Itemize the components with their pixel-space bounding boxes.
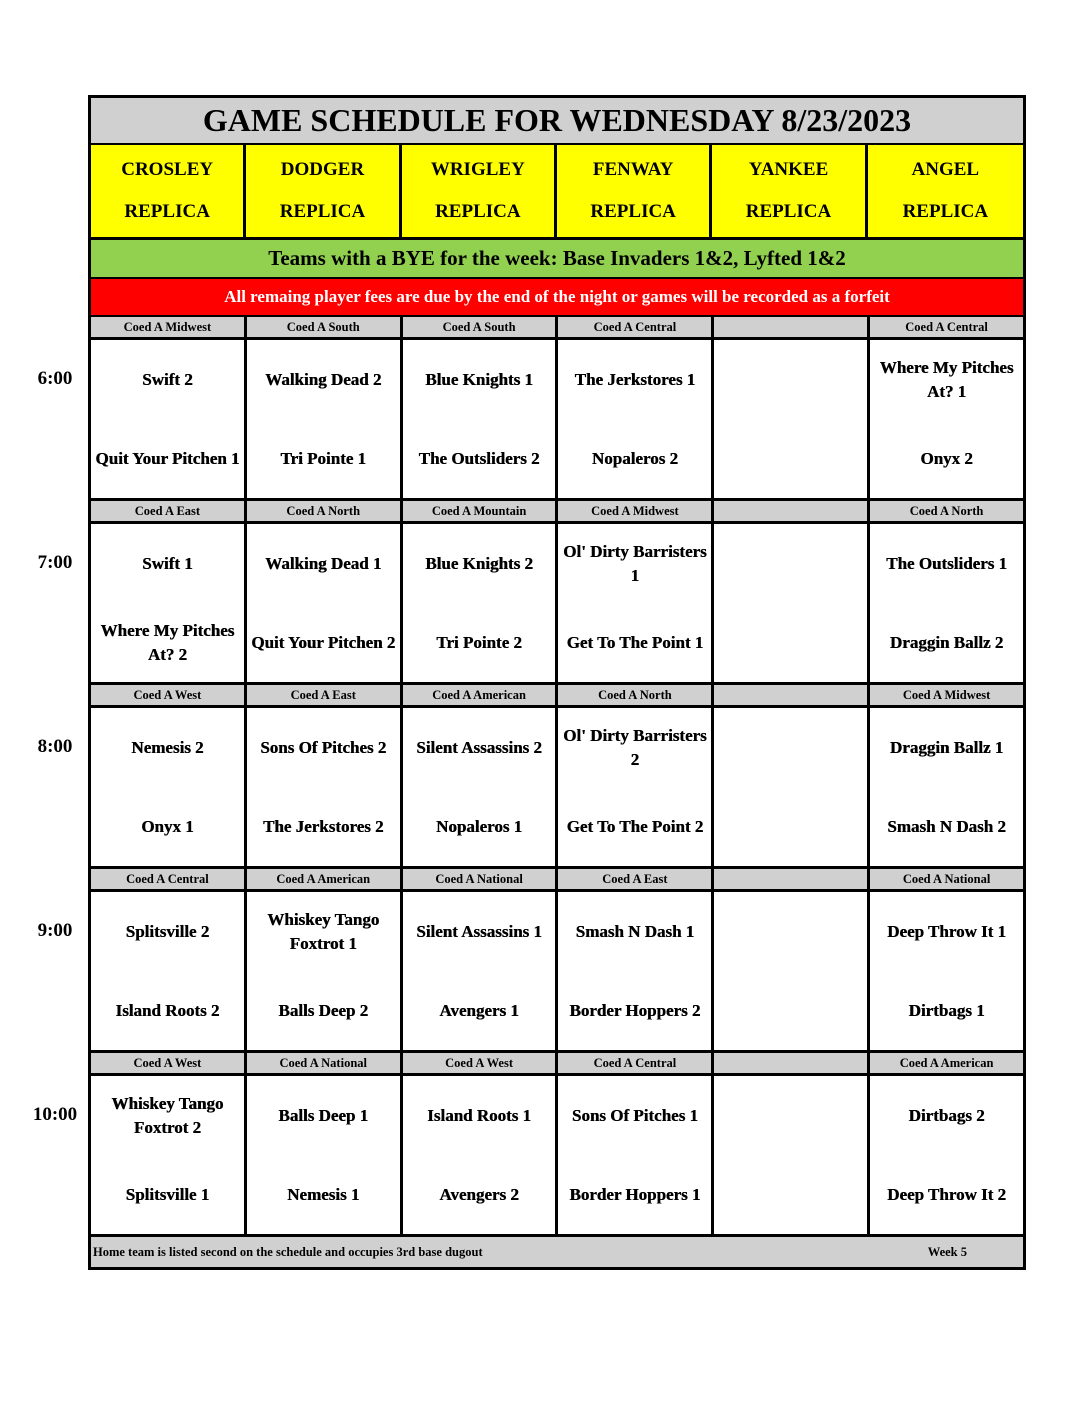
away-team: Blue Knights 1 [425,369,533,389]
game-cell [91,524,244,682]
division-label: Coed A Central [558,317,711,337]
away-team: Blue Knights 2 [425,553,533,573]
field-name: ANGEL [911,159,980,180]
division-label: Coed A Central [558,1053,711,1073]
game-row [91,708,1023,869]
division-label: Coed A North [870,501,1023,521]
home-team: The Outsliders 2 [418,448,540,468]
away-team: Walking Dead 1 [265,553,382,573]
home-team: Tri Pointe 1 [280,448,367,468]
home-team: Island Roots 2 [115,1000,220,1020]
game-cell [247,524,400,682]
division-label [714,869,867,889]
field-name: YANKEE [748,159,829,180]
field-sub: REPLICA [745,201,832,222]
home-team: Splitsville 1 [125,1184,210,1204]
division-label: Coed A East [91,501,244,521]
home-team: Border Hoppers 2 [569,1000,701,1020]
time-slots [91,317,1023,1237]
field-sub: REPLICA [124,201,210,222]
division-label: Coed A South [403,317,556,337]
field-sub: REPLICA [435,201,521,222]
home-team: Get To The Point 2 [566,816,704,836]
game-cell [558,892,711,1050]
division-label [714,317,867,337]
home-team: Quit Your Pitchen 2 [251,632,396,652]
game-row [91,1076,1023,1237]
game-cell [714,524,867,682]
game-cell [870,708,1023,866]
time-label: 8:00 [37,736,73,757]
field-name: FENWAY [592,159,674,180]
division-label: Coed A Midwest [91,317,244,337]
home-team: Nopaleros 2 [591,448,678,468]
time-label: 10:00 [32,1104,78,1125]
division-label: Coed A American [870,1053,1023,1073]
away-team: Smash N Dash 1 [575,921,695,941]
game-cell [558,340,711,498]
away-team: Swift 1 [142,553,193,573]
game-cell [247,1076,400,1234]
division-label: Coed A Midwest [870,685,1023,705]
home-team: Get To The Point 1 [566,632,704,652]
home-team: Draggin Ballz 2 [889,632,1004,652]
division-row [91,869,1023,892]
division-label: Coed A Central [870,317,1023,337]
game-row [91,340,1023,501]
game-cell [403,340,556,498]
field-header-row [91,145,1023,240]
game-cell [91,708,244,866]
footer-note: Home team is listed second on the schedule and occupies 3rd base dugout [93,1244,483,1259]
game-cell [91,340,244,498]
home-team: Deep Throw It 2 [887,1184,1006,1204]
division-label [714,685,867,705]
division-label: Coed A East [247,685,400,705]
field-sub: REPLICA [590,201,676,222]
division-row [91,1053,1023,1076]
bye-banner: Teams with a BYE for the week: Base Invaders 1&2, Lyfted 1&2 [91,240,1023,279]
away-team: Draggin Ballz 1 [889,737,1004,757]
home-team: Smash N Dash 2 [887,816,1006,836]
home-team: Avengers 2 [439,1184,519,1204]
game-cell [870,340,1023,498]
time-label: 7:00 [37,552,73,573]
game-row [91,892,1023,1053]
game-cell [403,1076,556,1234]
away-team: Whiskey Tango Foxtrot 2 [111,1093,224,1137]
away-team: The Outsliders 1 [886,553,1008,573]
game-cell [403,892,556,1050]
division-label: Coed A West [91,1053,244,1073]
home-team: The Jerkstores 2 [262,816,384,836]
home-team: Dirtbags 1 [908,1000,985,1020]
field-fenway [557,145,712,237]
field-dodger [246,145,401,237]
away-team: Sons Of Pitches 1 [571,1105,698,1125]
division-label: Coed A North [558,685,711,705]
home-team: Where My Pitches At? 2 [100,620,235,664]
division-label [714,1053,867,1073]
home-team: Quit Your Pitchen 1 [95,448,240,468]
game-cell [714,1076,867,1234]
time-label: 6:00 [37,368,73,389]
home-team: Balls Deep 2 [278,1000,369,1020]
field-name: WRIGLEY [430,159,525,180]
away-team: Island Roots 1 [427,1105,532,1125]
game-cell [558,524,711,682]
away-team: Ol' Dirty Barristers 1 [563,541,707,585]
field-sub: REPLICA [902,201,989,222]
division-label: Coed A Midwest [558,501,711,521]
field-name: DODGER [280,159,365,180]
game-cell [247,708,400,866]
away-team: Whiskey Tango Foxtrot 1 [267,909,380,953]
home-team: Nemesis 1 [287,1184,360,1204]
away-team: The Jerkstores 1 [574,369,696,389]
away-team: Where My Pitches At? 1 [879,357,1014,401]
division-row [91,317,1023,340]
game-cell [558,708,711,866]
division-label: Coed A American [403,685,556,705]
schedule-table [88,95,1026,1270]
fees-banner: All remaing player fees are due by the end of the night or games will be recorded as a forfeit [91,279,1023,317]
week-label: Week 5 [927,1244,967,1259]
home-team: Border Hoppers 1 [569,1184,701,1204]
away-team: Swift 2 [142,369,193,389]
division-label: Coed A Mountain [403,501,556,521]
division-label: Coed A East [558,869,711,889]
time-label: 9:00 [37,920,73,941]
page-title: GAME SCHEDULE FOR WEDNESDAY 8/23/2023 [91,98,1023,145]
footer [91,1237,1023,1267]
home-team: Nopaleros 1 [436,816,523,836]
division-label: Coed A National [403,869,556,889]
division-label: Coed A West [91,685,244,705]
field-name: CROSLEY [121,159,214,180]
home-team: Tri Pointe 2 [436,632,522,652]
away-team: Silent Assassins 1 [416,921,542,941]
away-team: Sons Of Pitches 2 [260,737,387,757]
division-row [91,685,1023,708]
division-label: Coed A West [403,1053,556,1073]
home-team: Onyx 2 [920,448,973,468]
division-row [91,501,1023,524]
division-label: Coed A Central [91,869,244,889]
game-cell [714,892,867,1050]
game-cell [91,892,244,1050]
away-team: Deep Throw It 1 [887,921,1006,941]
home-team: Onyx 1 [141,816,194,836]
game-cell [558,1076,711,1234]
field-angel [868,145,1023,237]
game-cell [91,1076,244,1234]
game-cell [870,892,1023,1050]
division-label: Coed A National [870,869,1023,889]
division-label: Coed A North [247,501,400,521]
field-yankee [712,145,867,237]
away-team: Splitsville 2 [125,921,210,941]
game-cell [247,892,400,1050]
game-row [91,524,1023,685]
away-team: Walking Dead 2 [265,369,382,389]
away-team: Ol' Dirty Barristers 2 [563,725,707,769]
game-cell [403,524,556,682]
field-sub: REPLICA [279,201,366,222]
game-cell [247,340,400,498]
division-label: Coed A National [247,1053,400,1073]
division-label: Coed A American [247,869,400,889]
division-label [714,501,867,521]
game-cell [403,708,556,866]
game-cell [870,524,1023,682]
field-wrigley [402,145,557,237]
field-crosley [91,145,246,237]
away-team: Dirtbags 2 [908,1105,985,1125]
away-team: Nemesis 2 [131,737,204,757]
game-cell [714,340,867,498]
division-label: Coed A South [247,317,400,337]
home-team: Avengers 1 [439,1000,519,1020]
game-cell [714,708,867,866]
away-team: Balls Deep 1 [278,1105,369,1125]
game-cell [870,1076,1023,1234]
away-team: Silent Assassins 2 [416,737,542,757]
